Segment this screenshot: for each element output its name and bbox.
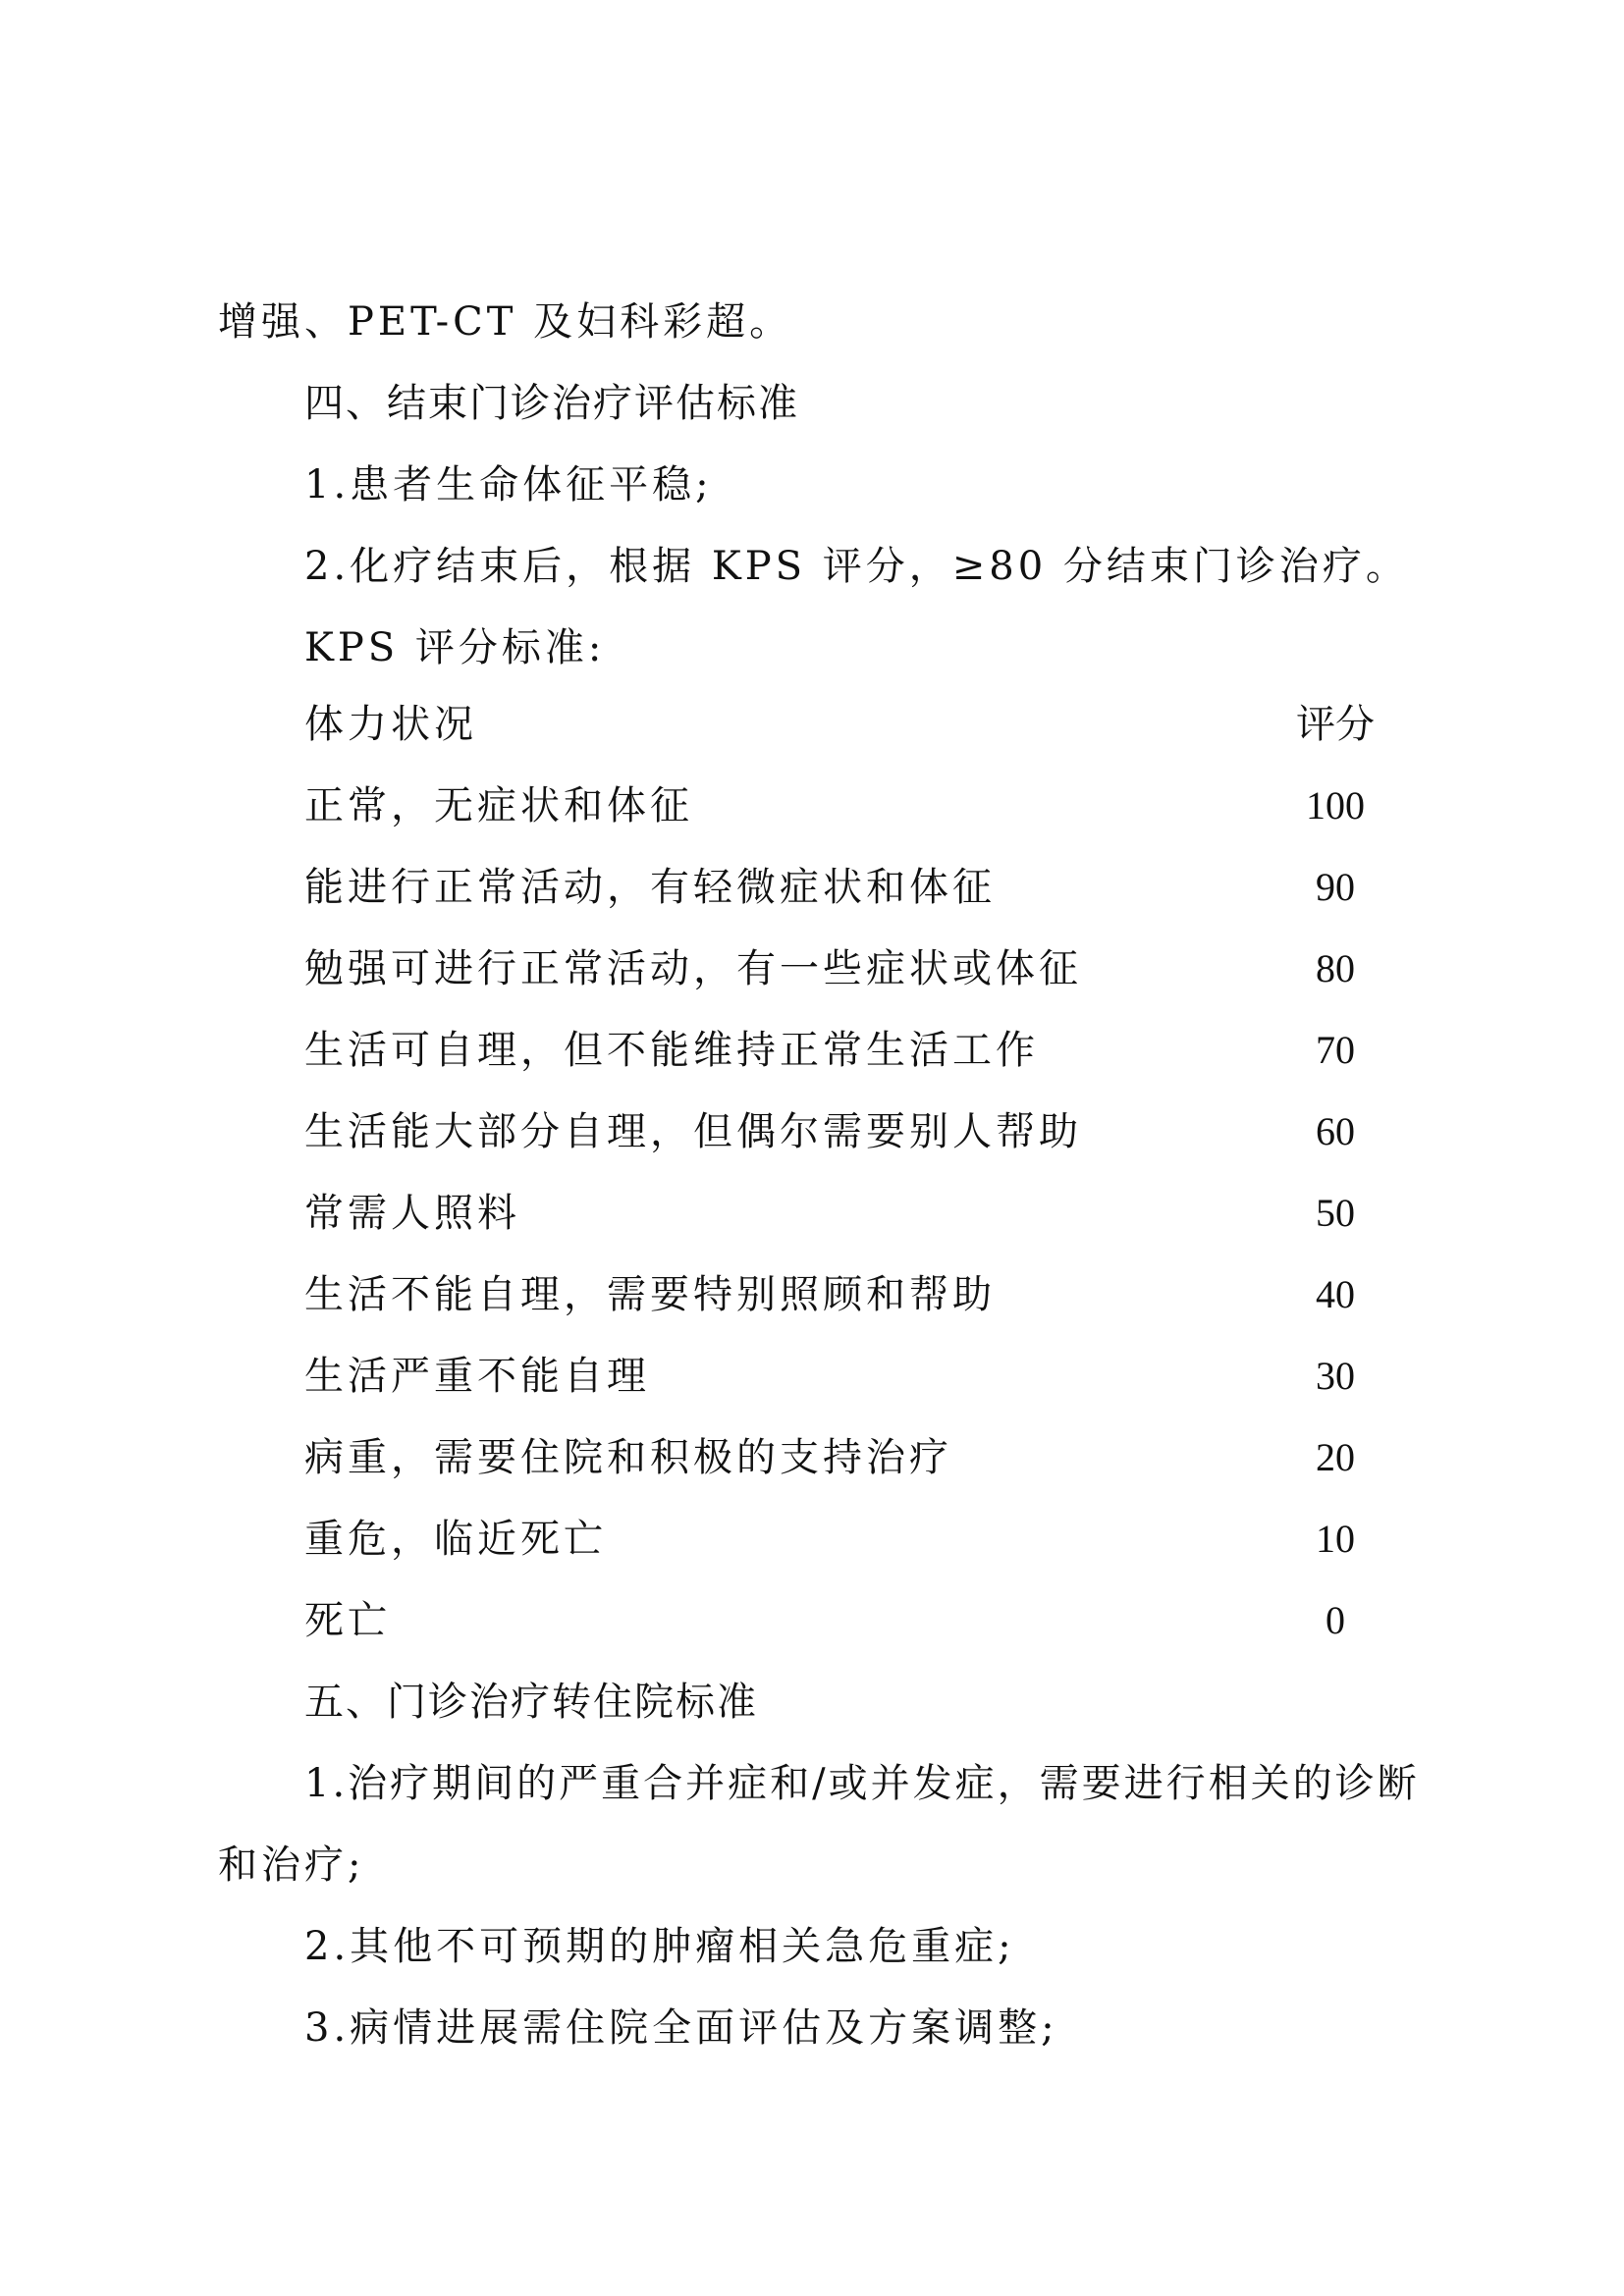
kps-row-score: 20 <box>1316 1435 1355 1479</box>
section5-item-1-line-1: 1.治疗期间的严重合并症和/或并发症，需要进行相关的诊断 <box>304 1761 1420 1806</box>
kps-row-condition: 正常，无症状和体征 <box>304 783 693 828</box>
kps-row-score: 90 <box>1316 865 1355 909</box>
kps-row-condition: 重危，临近死亡 <box>304 1517 607 1562</box>
kps-table-row <box>304 1349 1404 1430</box>
kps-row-score: 10 <box>1316 1517 1355 1561</box>
section5-heading: 五、门诊治疗转住院标准 <box>304 1680 758 1725</box>
kps-row-score: 80 <box>1316 946 1355 990</box>
section4-item-1: 1.患者生命体征平稳; <box>304 462 713 507</box>
kps-table-row <box>304 1023 1404 1104</box>
kps-row-score: 0 <box>1326 1598 1345 1642</box>
kps-table-row <box>304 860 1404 941</box>
kps-table-row <box>304 1104 1404 1186</box>
kps-row-score: 60 <box>1316 1109 1355 1153</box>
kps-row-condition: 能进行正常活动，有轻微症状和体征 <box>304 865 996 910</box>
kps-table-row <box>304 778 1404 860</box>
intro-line: 增强、PET-CT 及妇科彩超。 <box>218 299 793 345</box>
kps-row-condition: 常需人照料 <box>304 1191 520 1236</box>
kps-row-score: 100 <box>1306 783 1365 828</box>
kps-caption: KPS 评分标准: <box>304 625 606 670</box>
kps-row-score: 50 <box>1316 1191 1355 1235</box>
kps-table-row <box>304 1593 1404 1675</box>
kps-row-condition: 生活不能自理，需要特别照顾和帮助 <box>304 1272 996 1317</box>
kps-table-row <box>304 941 1404 1023</box>
kps-row-score: 70 <box>1316 1028 1355 1072</box>
kps-table-row <box>304 1512 1404 1593</box>
section5-item-3: 3.病情进展需住院全面评估及方案调整; <box>304 2005 1058 2051</box>
kps-row-condition: 生活能大部分自理，但偶尔需要别人帮助 <box>304 1109 1082 1154</box>
kps-row-condition: 病重，需要住院和积极的支持治疗 <box>304 1435 952 1480</box>
kps-table-row <box>304 1430 1404 1512</box>
kps-header-score: 评分 <box>1296 702 1375 747</box>
section5-item-2: 2.其他不可预期的肿瘤相关急危重症; <box>304 1924 1015 1969</box>
kps-row-score: 40 <box>1316 1272 1355 1316</box>
kps-header-condition: 体力状况 <box>304 702 477 747</box>
kps-table-row <box>304 1186 1404 1267</box>
kps-row-condition: 勉强可进行正常活动，有一些症状或体征 <box>304 946 1082 991</box>
kps-row-condition: 死亡 <box>304 1598 391 1643</box>
kps-row-condition: 生活可自理，但不能维持正常生活工作 <box>304 1028 1039 1073</box>
section4-item-2: 2.化疗结束后，根据 KPS 评分，≥80 分结束门诊治疗。 <box>304 544 1409 589</box>
kps-table-row <box>304 1267 1404 1349</box>
kps-table <box>304 697 1404 1675</box>
section5-item-1-line-2: 和治疗; <box>218 1842 365 1888</box>
section4-heading: 四、结束门诊治疗评估标准 <box>304 381 799 426</box>
kps-row-condition: 生活严重不能自理 <box>304 1354 650 1399</box>
kps-table-header <box>304 697 1404 778</box>
kps-row-score: 30 <box>1316 1354 1355 1398</box>
